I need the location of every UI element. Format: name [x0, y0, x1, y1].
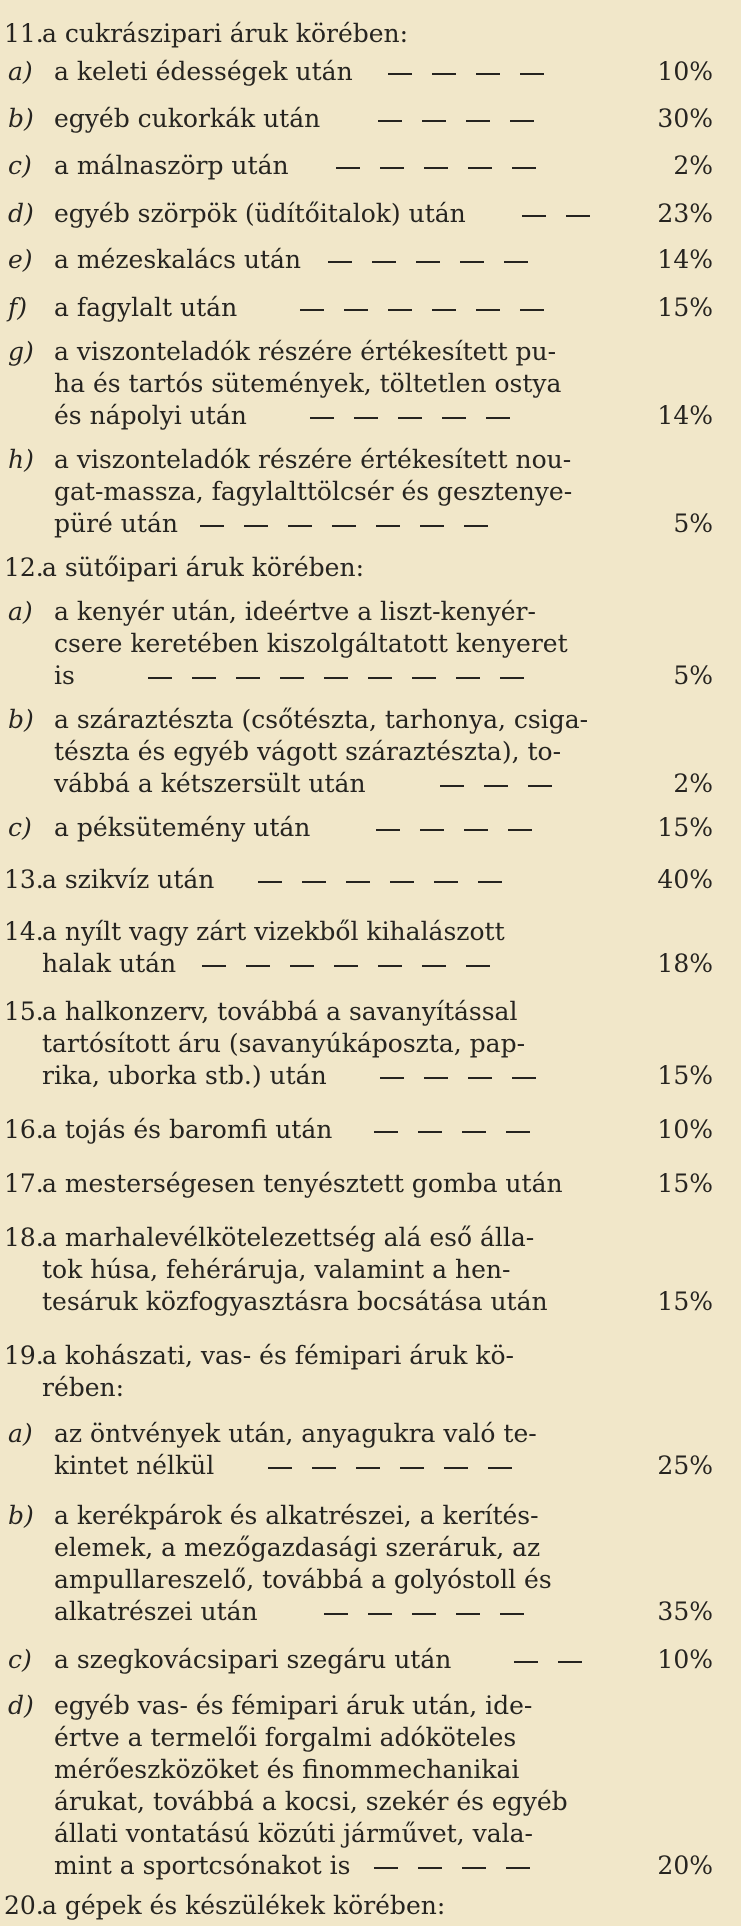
- rate-value: 18%: [657, 949, 713, 978]
- list-item-continuation: gat-massza, fagylalttölcsér és gesztenye-: [54, 477, 573, 506]
- list-item: e) a mézeskalács után 14%: [0, 240, 741, 280]
- leader-dashes: [364, 1846, 540, 1886]
- list-item: b) a kerékpárok és alkatrészei, a kerítés-: [8, 1501, 539, 1530]
- rate-value: 20%: [657, 1851, 713, 1880]
- list-item: d) egyéb vas- és fémipari áruk után, ide-: [8, 1691, 533, 1720]
- leader-dashes: [370, 1056, 546, 1096]
- list-item-continuation: alkatrészei után 35%: [0, 1592, 741, 1632]
- list-item: a) a keleti édességek után 10%: [0, 52, 741, 92]
- section-18: 18. a marhalevélkötelezettség alá eső álla-: [4, 1223, 535, 1252]
- rate-value: 2%: [673, 151, 713, 180]
- section-heading-continuation: rében:: [42, 1373, 125, 1402]
- leader-dashes: [290, 288, 554, 328]
- rate-value: 10%: [657, 1645, 713, 1674]
- leader-dashes: [366, 808, 542, 848]
- list-item-continuation: püré után 5%: [0, 504, 741, 544]
- list-item: g) a viszonteladók részére értékesített pu-: [8, 337, 557, 366]
- rate-value: 15%: [657, 813, 713, 842]
- list-item: a) a kenyér után, ideértve a liszt-kenyér-: [8, 597, 536, 626]
- rate-value: 30%: [657, 104, 713, 133]
- leader-dashes: [318, 240, 538, 280]
- section-11-heading: [0, 14, 741, 54]
- leader-dashes: [368, 99, 544, 139]
- section-17: 17. a mesterségesen tenyésztett gomba után 15%: [0, 1164, 741, 1204]
- rate-value: 10%: [657, 57, 713, 86]
- leader-dashes: [314, 1592, 534, 1632]
- rate-value: 15%: [657, 1061, 713, 1090]
- list-item-continuation: és nápolyi után 14%: [0, 396, 741, 436]
- leader-dashes: [192, 944, 500, 984]
- rate-value: 25%: [657, 1451, 713, 1480]
- list-item: b) egyéb cukorkák után 30%: [0, 99, 741, 139]
- list-item: c) a péksütemény után 15%: [0, 808, 741, 848]
- leader-dashes: [378, 52, 554, 92]
- rate-value: 40%: [657, 865, 713, 894]
- leader-dashes: [258, 1446, 522, 1486]
- rate-value: 23%: [657, 199, 713, 228]
- list-item-continuation: is 5%: [0, 656, 741, 696]
- list-item: f) a fagylalt után 15%: [0, 288, 741, 328]
- list-item: c) a málnaszörp után 2%: [0, 146, 741, 186]
- section-heading: a cukrászipari áruk körében:: [42, 19, 409, 48]
- leader-dashes: [138, 656, 534, 696]
- leader-dashes: [364, 1110, 540, 1150]
- leader-dashes: [512, 194, 600, 234]
- leader-dashes: [300, 396, 520, 436]
- list-item: a) az öntvények után, anyagukra való te-: [8, 1419, 537, 1448]
- list-item: c) a szegkovácsipari szegáru után 10%: [0, 1640, 741, 1680]
- section-continuation: tartósított áru (savanyúkáposzta, pap-: [42, 1029, 526, 1058]
- list-item-continuation: csere keretében kiszolgáltatott kenyeret: [54, 629, 568, 658]
- list-item-continuation: tészta és egyéb vágott száraztészta), to-: [54, 737, 562, 766]
- section-continuation: rika, uborka stb.) után 15%: [0, 1056, 741, 1096]
- rate-value: 14%: [657, 245, 713, 274]
- leader-dashes: [430, 764, 562, 804]
- section-14: 14. a nyílt vagy zárt vizekből kihalászott: [4, 917, 505, 946]
- list-item-continuation: vábbá a kétszersült után 2%: [0, 764, 741, 804]
- list-item-continuation: árukat, továbbá a kocsi, szekér és egyéb: [54, 1787, 568, 1816]
- list-item-continuation: mint a sportcsónakot is 20%: [0, 1846, 741, 1886]
- leader-dashes: [326, 146, 546, 186]
- list-item-continuation: mérőeszközöket és finommechanikai: [54, 1755, 520, 1784]
- leader-dashes: [190, 504, 498, 544]
- rate-value: 15%: [657, 1287, 713, 1316]
- list-item: h) a viszonteladók részére értékesített nou-: [8, 445, 572, 474]
- list-item: d) egyéb szörpök (üdítőitalok) után 23%: [0, 194, 741, 234]
- rate-value: 5%: [673, 661, 713, 690]
- list-item: b) a száraztészta (csőtészta, tarhonya, csiga-: [8, 705, 589, 734]
- list-item-continuation: értve a termelői forgalmi adóköteles: [54, 1723, 517, 1752]
- rate-value: 5%: [673, 509, 713, 538]
- rate-value: 35%: [657, 1597, 713, 1626]
- rate-value: 2%: [673, 769, 713, 798]
- list-item-continuation: ampullareszelő, továbbá a golyóstoll és: [54, 1565, 552, 1594]
- section-13: 13. a szikvíz után 40%: [0, 860, 741, 900]
- section-continuation: tesáruk közfogyasztásra bocsátása után 15%: [0, 1282, 741, 1322]
- section-number: 11.: [4, 19, 44, 48]
- rate-value: 15%: [657, 1169, 713, 1198]
- list-item-continuation: ha és tartós sütemények, töltetlen ostya: [54, 369, 562, 398]
- section-20-heading: 20. a gépek és készülékek körében:: [4, 1891, 446, 1920]
- section-16: 16. a tojás és baromfi után 10%: [0, 1110, 741, 1150]
- list-item-continuation: kintet nélkül 25%: [0, 1446, 741, 1486]
- rate-value: 14%: [657, 401, 713, 430]
- list-item-continuation: állati vontatású közúti járművet, vala-: [54, 1819, 533, 1848]
- leader-dashes: [504, 1640, 592, 1680]
- section-19-heading: 19. a kohászati, vas- és fémipari áruk kö-: [4, 1341, 514, 1370]
- list-item-continuation: elemek, a mezőgazdasági szeráruk, az: [54, 1533, 541, 1562]
- leader-dashes: [248, 860, 512, 900]
- rate-value: 15%: [657, 293, 713, 322]
- section-continuation: halak után 18%: [0, 944, 741, 984]
- section-15: 15. a halkonzerv, továbbá a savanyítással: [4, 997, 518, 1026]
- rate-value: 10%: [657, 1115, 713, 1144]
- section-12-heading: 12. a sütőipari áruk körében:: [4, 553, 364, 582]
- section-continuation: tok húsa, fehéráruja, valamint a hen-: [42, 1255, 511, 1284]
